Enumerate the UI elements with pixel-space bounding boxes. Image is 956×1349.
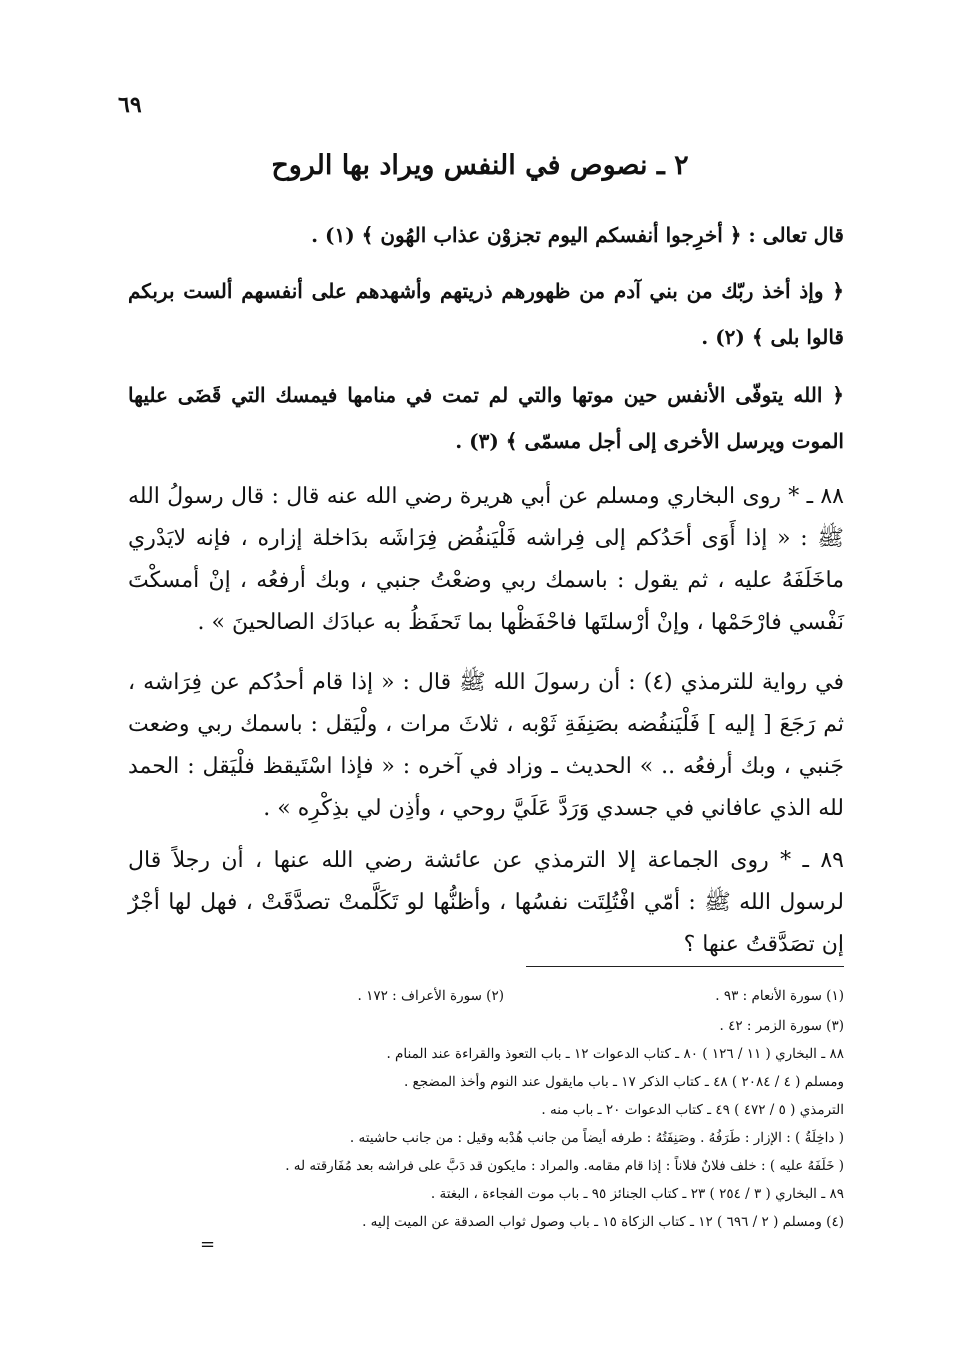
reference-89-bukhari: ٨٩ ـ البخاري ( ٣ / ٢٥٤ ) ٢٣ ـ كتاب الجنائز ٩٥ ـ باب موت الفجاءة ، البغتة . xyxy=(430,1186,844,1202)
footnote-2: (٢) سورة الأعراف : ١٧٢ . xyxy=(357,988,504,1004)
tirmidhi-narration: في رواية للترمذي (٤) : أن رسولَ الله ﷺ قال : « إذا قام أحدُكم عن فِرَاشه ، ثم رَجَعَ [ إليه ] فَلْيَنفُضه بصَنِفَةِ ثَوْبه ، ثلاثَ مرات ، ولْيَقل : باسمك ربي وضعت جَنبي ، وبك أرفعُه .. » الحديث ـ وزاد في آخره : « فإذا اسْتَيقظ فلْيَقل : الحمد لله الذي عافاني في جسدي وَرَدَّ عَلَيَّ روحي ، وأذِن لي بذِكْرِه » . xyxy=(128,670,844,821)
hadith-89: ٨٩ ـ * روى الجماعة إلا الترمذي عن عائشة رضي الله عنها ، أن رجلاً قال لرسول الله ﷺ : أمّي افْتُلِتَت نفسُها ، وأظنُّها لو تَكَلَّمتْ تصدَّقَتْ ، فهل لها أجْرٌ إن تصَدَّقتُ عنها ؟ xyxy=(128,848,844,957)
page-number: ٦٩ xyxy=(118,92,142,118)
reference-88-tirmidhi: الترمذي ( ٥ / ٤٧٢ ) ٤٩ ـ كتاب الدعوات ٢٠ ـ باب منه . xyxy=(541,1102,844,1118)
verse-az-zumar-42: ﴿ الله يتوفّى الأنفس حين موتها والتي لم تمت في منامها فيمسك التي قَضَى عليها الموت ويرسل الأخرى إلى أجل مسمّى ﴾ (٣) . xyxy=(128,383,844,453)
footnote-3: (٣) سورة الزمر : ٤٢ . xyxy=(719,1018,844,1034)
footnote-1: (١) سورة الأنعام : ٩٣ . xyxy=(715,988,844,1004)
continuation-mark: = xyxy=(200,1234,216,1255)
verse-an-am-93: قال تعالى : ﴿ أخرِجوا أنفسكم اليوم تجزوْن عذاب الهُون ﴾ (١) . xyxy=(311,223,844,247)
verse-al-a-raf-172: ﴿ وإذ أخذ ربّك من بني آدم من ظهورهم ذريتهم وأشهدهم على أنفسهم ألست بربكم قالوا بلى ﴾ (٢) . xyxy=(128,279,844,349)
reference-88-muslim: ومسلم ( ٤ / ٢٠٨٤ ) ٤٨ ـ كتاب الذكر ١٧ ـ باب مايقول عند النوم وأخذ المضجع . xyxy=(403,1074,844,1090)
footnote-4: (٤) ومسلم ( ٢ / ٦٩٦ ) ١٢ ـ كتاب الزكاة ١٥ ـ باب وصول ثواب الصدقة عن الميت إليه . xyxy=(362,1214,844,1230)
gloss-khalafahu: ( خَلَفَهُ عليه ) : خلف فلانٌ فلاناً : إذا قام مقامه. والمراد : مايكون قد دَبَّ على فراشه بعد مُفَارقته له . xyxy=(285,1158,844,1174)
reference-88-bukhari: ٨٨ ـ البخاري ( ١١ / ١٢٦ ) ٨٠ ـ كتاب الدعوات ١٢ ـ باب التعوذ والقراءة عند المنام . xyxy=(386,1046,844,1062)
footnote-row xyxy=(128,984,844,1008)
gloss-dakhila: ( داخِلَةُ ) : الإزار : طَرَفُهُ . وصَنِفَتُهُ : طرفه أيضاً من جانب هُدْبه وقيل : من جانب حاشيته . xyxy=(349,1130,844,1146)
section-heading: ٢ ـ نصوص في النفس ويراد بها الروح xyxy=(271,150,689,181)
hadith-88: ٨٨ ـ * روى البخاري ومسلم عن أبي هريرة رضي الله عنه قال : قال رسولُ الله ﷺ : « إذا أَوَى أحَدُكم إلى فِراشه فَلْيَنفُض فِرَاشَه بدَاخلة إزاره ، فإنه لايَدْري ماخَلَفَهُ عليه ، ثم يقول : باسمك ربي وضعْتُ جنبي ، وبك أرفعُه ، إنْ أمسكْتَ نَفْسي فارْحَمْها ، وإنْ أرْسلتَها فاحْفَظْها بما تَحفَظُ به عبادَك الصالحينَ » . xyxy=(128,484,844,635)
footnote-separator xyxy=(526,966,844,967)
